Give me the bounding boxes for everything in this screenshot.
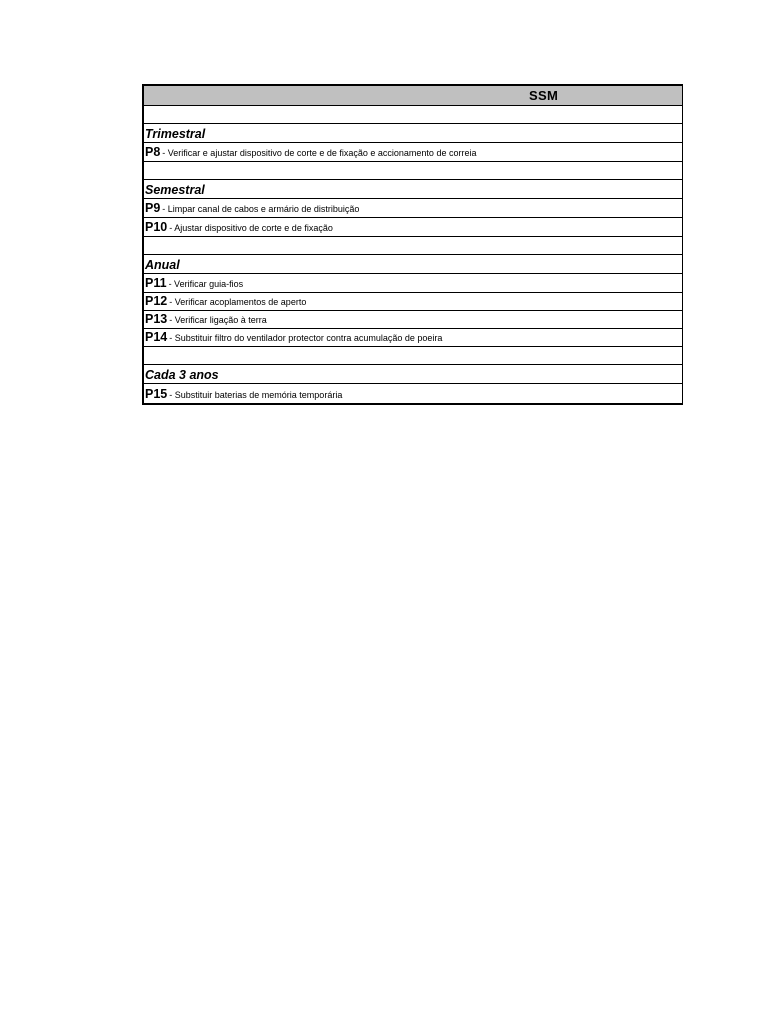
task-description: - Ajustar dispositivo de corte e de fixação	[169, 223, 333, 233]
task-code: P8	[145, 145, 161, 159]
table-header	[144, 86, 682, 106]
task-code: P9	[145, 201, 161, 215]
task-row-p8	[144, 143, 682, 162]
task-code: P12	[145, 294, 168, 308]
task-row-p9	[144, 199, 682, 218]
section-heading-trimestral	[144, 124, 682, 143]
task-description: - Verificar acoplamentos de aperto	[169, 297, 307, 307]
task-description: - Verificar guia-fios	[168, 279, 244, 289]
task-row-p12	[144, 293, 682, 311]
section-heading-cada-3-anos	[144, 365, 682, 384]
task-code: P11	[145, 276, 167, 290]
task-row-p14	[144, 329, 682, 347]
table-title: SSM	[529, 88, 559, 103]
task-description: - Verificar ligação à terra	[169, 315, 267, 325]
section-label: Trimestral	[145, 127, 206, 141]
task-code: P15	[145, 387, 168, 401]
maintenance-table	[142, 84, 683, 405]
task-description: - Verificar e ajustar dispositivo de corte e de fixação e accionamento de correia	[162, 148, 477, 158]
task-row-p10	[144, 218, 682, 237]
task-row-p13	[144, 311, 682, 329]
task-description: - Substituir filtro do ventilador protector contra acumulação de poeira	[169, 333, 443, 343]
blank-row	[144, 106, 682, 124]
task-code: P14	[145, 330, 168, 344]
task-code: P10	[145, 220, 168, 234]
section-label: Anual	[145, 258, 180, 272]
task-code: P13	[145, 312, 168, 326]
section-label: Semestral	[145, 183, 205, 197]
blank-row	[144, 162, 682, 180]
blank-row	[144, 347, 682, 365]
task-description: - Substituir baterias de memória temporária	[169, 390, 343, 400]
task-row-p11	[144, 274, 682, 293]
section-heading-anual	[144, 255, 682, 274]
blank-row	[144, 237, 682, 255]
section-heading-semestral	[144, 180, 682, 199]
section-label: Cada 3 anos	[145, 368, 219, 382]
task-row-p15	[144, 384, 682, 403]
task-description: - Limpar canal de cabos e armário de distribuição	[162, 204, 360, 214]
